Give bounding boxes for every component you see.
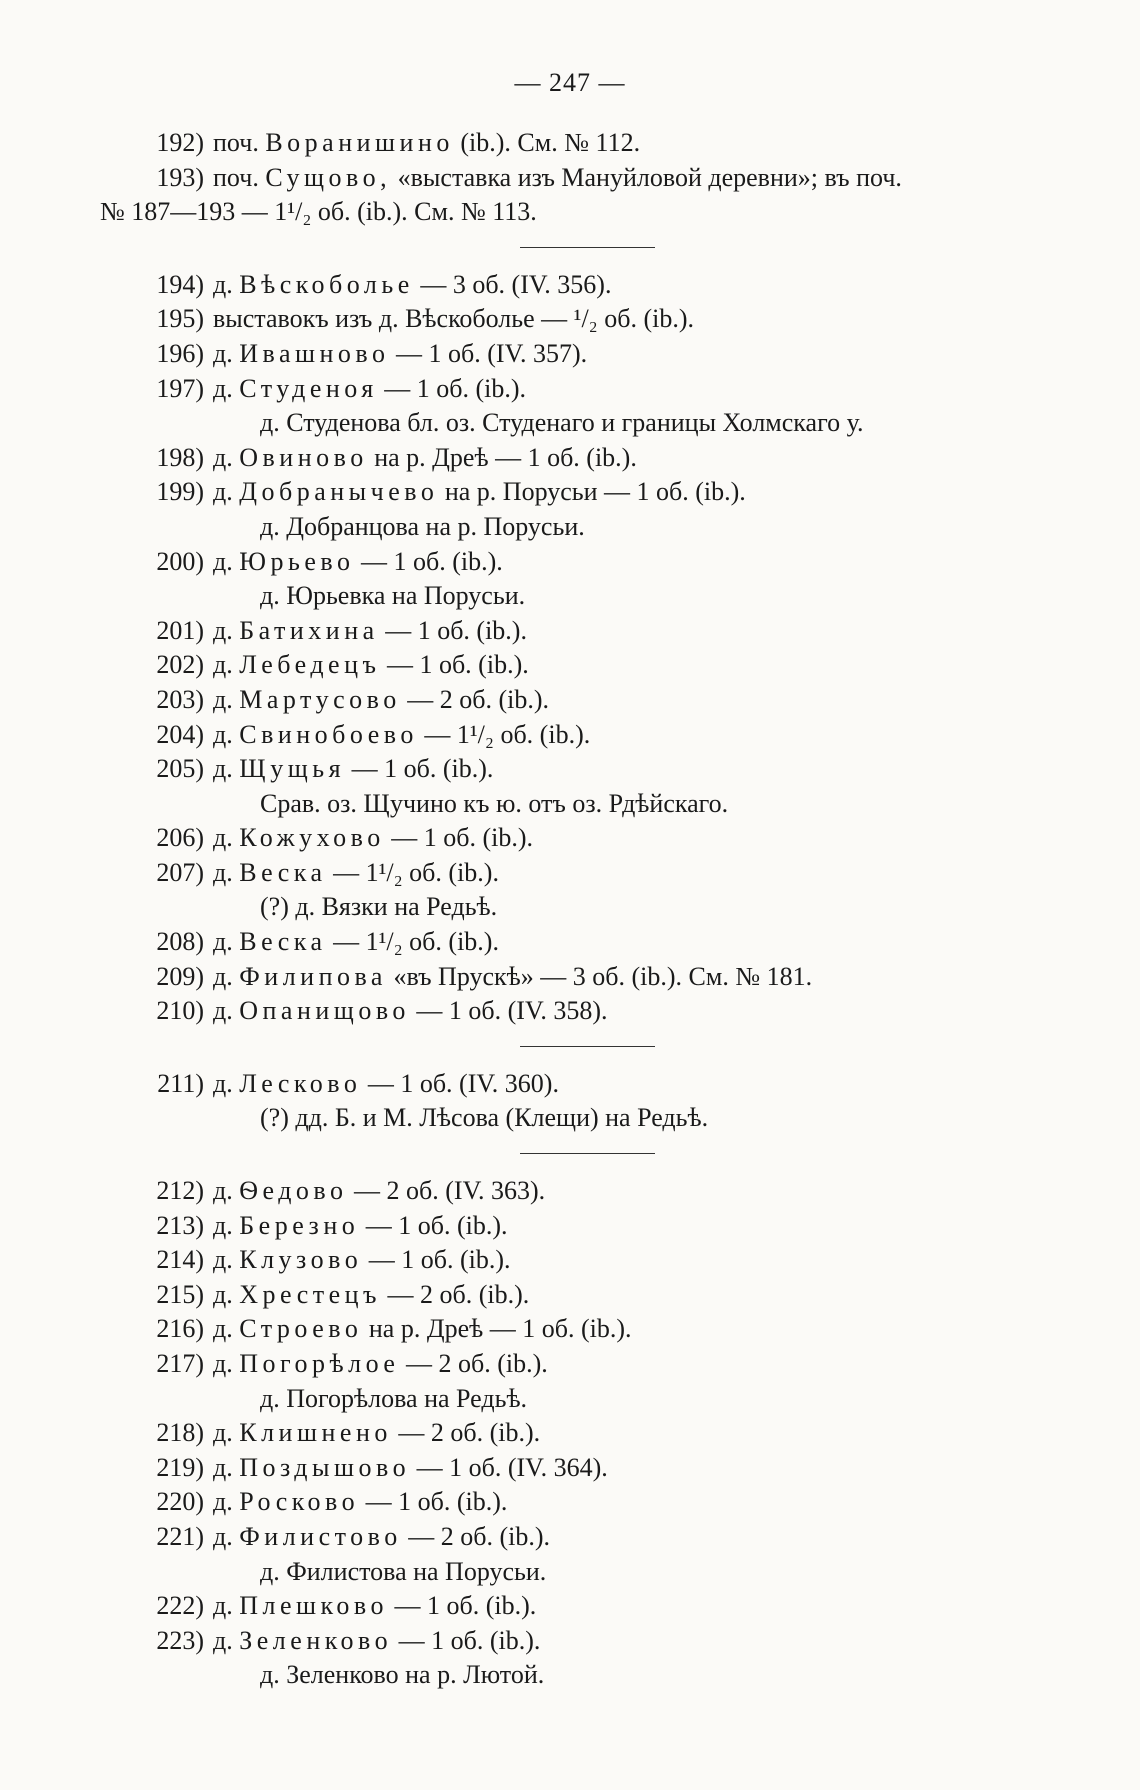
- entry-details: — 1 об. (IV. 364).: [416, 1452, 608, 1482]
- entry-number: 216): [156, 1314, 204, 1344]
- entry-text: [213, 1174, 545, 1209]
- place-name: Поздышово: [239, 1452, 411, 1482]
- entry-row: [0, 1589, 1140, 1624]
- place-name: Лесково: [239, 1068, 362, 1098]
- entry-row: [0, 1243, 1140, 1278]
- entry-number: 217): [156, 1349, 204, 1378]
- entry-prefix: д.: [213, 754, 233, 784]
- place-name: Сущово,: [265, 162, 392, 192]
- entry-number: 195): [156, 304, 204, 334]
- entry-number: 200): [156, 546, 204, 576]
- entry-row: [0, 1209, 1140, 1244]
- continuation-text: № 187—193 — 1¹/₂ об. (ib.). См. № 113.: [100, 197, 537, 227]
- entry-details: — 1 об. (ib.).: [365, 1210, 508, 1240]
- entry-number: 222): [156, 1591, 204, 1621]
- entry-row: [0, 1520, 1140, 1555]
- entry-row: [0, 856, 1140, 891]
- place-name: Студеноя: [239, 373, 378, 403]
- entry-row: [0, 614, 1140, 649]
- note-text: д. Юрьевка на Порусьи.: [260, 581, 526, 611]
- entry-row: [0, 441, 1140, 476]
- entry-number: 204): [156, 719, 204, 749]
- entry-number: 206): [156, 823, 204, 853]
- page-number: — 247 —: [514, 68, 626, 97]
- place-name: Юрьево: [239, 546, 355, 576]
- note-text: д. Добранцова на р. Порусьи.: [260, 511, 585, 541]
- entry-details: — 1¹/₂ об. (ib.).: [424, 719, 591, 749]
- entry-note: [0, 510, 1140, 545]
- entry-details: — 1 об. (ib.).: [365, 1487, 508, 1517]
- entry-text: [213, 475, 746, 510]
- entry-text: [213, 718, 590, 753]
- entry-row: [0, 1312, 1140, 1347]
- entry-details: — 2 об. (ib.).: [405, 1349, 548, 1378]
- entry-details: — 1 об. (ib.).: [360, 546, 503, 576]
- entry-prefix: выставокъ изъ д.: [213, 304, 399, 334]
- entry-details: — 2 об. (ib.).: [398, 1418, 541, 1448]
- note-text: д. Студенова бл. оз. Студенаго и границы Холмскаго у.: [260, 408, 864, 438]
- entry-number: 202): [156, 650, 204, 680]
- entry-prefix: д.: [213, 650, 233, 680]
- entry-number: 213): [156, 1210, 204, 1240]
- entry-row: [0, 821, 1140, 856]
- entry-details: — 1 об. (ib.).: [386, 650, 529, 680]
- entry-details: — 1 об. (ib.).: [368, 1245, 511, 1275]
- entry-prefix: д.: [213, 477, 233, 507]
- entry-row: [0, 1624, 1140, 1659]
- entry-number: 221): [156, 1521, 204, 1551]
- entry-prefix: д.: [213, 1521, 233, 1551]
- entry-row: [0, 1416, 1140, 1451]
- place-name: Свинобоево: [239, 719, 418, 749]
- entry-number: 199): [156, 477, 204, 507]
- entry-details: «выставка изъ Мануйловой деревни»; въ поч.: [397, 162, 902, 192]
- entry-prefix: д.: [213, 338, 233, 368]
- entry-details: — 2 об. (ib.).: [387, 1279, 530, 1309]
- place-name: Клишнено: [239, 1418, 392, 1448]
- place-name: Щущья: [239, 754, 346, 784]
- entry-prefix: д.: [213, 1418, 233, 1448]
- place-name: Мартусово: [239, 684, 401, 714]
- entry-number: 201): [156, 615, 204, 645]
- entry-number: 214): [156, 1245, 204, 1275]
- note-text: (?) д. Вязки на Редьѣ.: [260, 892, 498, 922]
- entry-note: [0, 787, 1140, 822]
- entry-text: [213, 1416, 540, 1451]
- entry-row: [0, 372, 1140, 407]
- entry-prefix: д.: [213, 1349, 233, 1378]
- entry-number: 193): [156, 162, 204, 192]
- entry-prefix: д.: [213, 615, 233, 645]
- entry-number: 212): [156, 1176, 204, 1206]
- entry-number: 218): [156, 1418, 204, 1448]
- place-name: Хрестецъ: [239, 1279, 381, 1309]
- entry-number: 210): [156, 996, 204, 1026]
- entry-text: [213, 1624, 540, 1659]
- entry-prefix: д.: [213, 1314, 233, 1344]
- entry-details: Вѣскоболье — ¹/₂ об. (ib.).: [405, 304, 695, 334]
- divider-line: [520, 1046, 655, 1047]
- entry-prefix: д.: [213, 684, 233, 714]
- entry-details: — 1 об. (ib.).: [351, 754, 494, 784]
- place-name: Вѣскоболье: [239, 269, 414, 299]
- entry-row: [0, 475, 1140, 510]
- entry-text: [213, 1243, 511, 1278]
- entry-number: 203): [156, 684, 204, 714]
- entry-number: 209): [156, 961, 204, 991]
- entry-details: — 1¹/₂ об. (ib.).: [333, 927, 499, 957]
- entry-details: — 2 об. (ib.).: [407, 684, 549, 714]
- entry-details: — 1 об. (ib.).: [385, 615, 527, 645]
- entry-details: — 1 об. (ib.).: [398, 1625, 541, 1655]
- entry-note: [0, 579, 1140, 614]
- entry-prefix: д.: [213, 269, 233, 299]
- entry-details: (ib.). См. № 112.: [460, 128, 641, 157]
- entry-text: [213, 441, 637, 476]
- entry-row: [0, 648, 1140, 683]
- entry-details: — 1 об. (IV. 360).: [367, 1068, 559, 1098]
- entry-text: [213, 683, 549, 718]
- entry-row: [0, 1278, 1140, 1313]
- place-name: Овиново: [239, 442, 368, 472]
- entry-number: 205): [156, 754, 204, 784]
- entry-text: [213, 126, 640, 161]
- entry-row: [0, 337, 1140, 372]
- entry-prefix: д.: [213, 996, 233, 1026]
- entry-row: [0, 718, 1140, 753]
- entry-text: [213, 614, 527, 649]
- entry-row: [0, 268, 1140, 303]
- entry-note: [0, 1658, 1140, 1693]
- place-name: Опанищово: [239, 996, 410, 1026]
- entry-prefix: д.: [213, 1591, 233, 1621]
- place-name: Филипова: [239, 961, 387, 991]
- entry-row: [0, 1485, 1140, 1520]
- place-name: Росково: [239, 1487, 360, 1517]
- entry-text: [213, 648, 529, 683]
- note-text: д. Зеленково на р. Лютой.: [260, 1660, 545, 1690]
- entry-number: 196): [156, 338, 204, 368]
- entry-row: [0, 161, 1140, 196]
- place-name: Веска: [239, 927, 327, 957]
- divider-line: [520, 247, 655, 248]
- entry-number: 208): [156, 927, 204, 957]
- entry-row: [0, 925, 1140, 960]
- place-name: Ивашново: [239, 338, 390, 368]
- place-name: Ѳедово: [239, 1176, 348, 1206]
- place-name: Березно: [239, 1210, 360, 1240]
- entry-text: [213, 268, 611, 303]
- entry-prefix: д.: [213, 927, 233, 957]
- entry-text: [213, 752, 493, 787]
- entry-row: [0, 752, 1140, 787]
- note-text: (?) дд. Б. и М. Лѣсова (Клещи) на Редьѣ.: [260, 1103, 709, 1133]
- entry-row: [0, 960, 1140, 995]
- entry-prefix: д.: [213, 1245, 233, 1275]
- place-name: Батихина: [239, 615, 379, 645]
- entry-text: [213, 1067, 559, 1102]
- entry-text: [213, 545, 503, 580]
- entry-details: — 2 об. (IV. 363).: [354, 1176, 546, 1206]
- entry-row: [0, 683, 1140, 718]
- entry-details: — 1 об. (ib.).: [391, 823, 533, 853]
- entry-prefix: д.: [213, 1452, 233, 1482]
- entry-prefix: д.: [213, 546, 233, 576]
- entry-prefix: д.: [213, 719, 233, 749]
- entry-text: [213, 960, 812, 995]
- place-name: Филистово: [239, 1521, 402, 1551]
- entry-number: 219): [156, 1452, 204, 1482]
- entry-text: [213, 1589, 536, 1624]
- place-name: Плешково: [239, 1591, 388, 1621]
- entry-note: [0, 406, 1140, 441]
- entry-prefix: д.: [213, 1625, 233, 1655]
- entry-text: [213, 856, 499, 891]
- divider-line: [520, 1153, 655, 1154]
- entry-details: — 2 об. (ib.).: [408, 1521, 551, 1551]
- entry-note: [0, 1101, 1140, 1136]
- note-text: д. Погорѣлова на Редьѣ.: [260, 1383, 528, 1413]
- entry-row: [0, 1067, 1140, 1102]
- entry-prefix: д.: [213, 1487, 233, 1517]
- entry-text: [213, 1485, 507, 1520]
- entry-prefix: д.: [213, 373, 233, 403]
- entry-text: [213, 925, 499, 960]
- entry-details: — 1¹/₂ об. (ib.).: [333, 857, 499, 887]
- entry-text: [213, 821, 533, 856]
- entry-prefix: поч.: [213, 162, 259, 192]
- entry-text: [213, 1278, 529, 1313]
- entry-text: [213, 1312, 632, 1347]
- entry-prefix: д.: [213, 1068, 233, 1098]
- entry-details: — 1 об. (IV. 357).: [396, 338, 588, 368]
- entry-prefix: д.: [213, 1176, 233, 1206]
- entry-note: [0, 890, 1140, 925]
- section-divider: [0, 230, 1140, 268]
- entry-details: на р. Порусьи — 1 об. (ib.).: [444, 477, 746, 507]
- entry-number: 194): [156, 269, 204, 299]
- entry-details: — 1 об. (ib.).: [394, 1591, 537, 1621]
- entry-number: 207): [156, 857, 204, 887]
- entry-text: [213, 372, 526, 407]
- note-text: Срав. оз. Щучино къ ю. отъ оз. Рдѣйскаго.: [260, 788, 729, 818]
- place-name: Добранычево: [239, 477, 439, 507]
- entry-details: на р. Дреѣ — 1 об. (ib.).: [368, 1314, 632, 1344]
- entry-row: [0, 1174, 1140, 1209]
- entry-prefix: д.: [213, 442, 233, 472]
- entry-prefix: д.: [213, 857, 233, 887]
- entry-text: [213, 1451, 608, 1486]
- entry-number: 220): [156, 1487, 204, 1517]
- entry-text: [213, 302, 694, 337]
- section-divider: [0, 1136, 1140, 1174]
- place-name: Клузово: [239, 1245, 363, 1275]
- entry-number: 215): [156, 1279, 204, 1309]
- place-name: Веска: [239, 857, 327, 887]
- entry-row: [0, 1451, 1140, 1486]
- entry-text: [213, 337, 587, 372]
- entry-prefix: д.: [213, 823, 233, 853]
- place-name: Воранишино: [265, 128, 454, 157]
- place-name: Строево: [239, 1314, 363, 1344]
- entry-text: [213, 1209, 508, 1244]
- section-divider: [0, 1029, 1140, 1067]
- entry-list: [0, 126, 1140, 1693]
- entry-continuation: [0, 195, 1140, 230]
- entry-prefix: д.: [213, 1279, 233, 1309]
- entry-prefix: д.: [213, 1210, 233, 1240]
- entry-details: на р. Дреѣ — 1 об. (ib.).: [374, 442, 637, 472]
- entry-number: 198): [156, 442, 204, 472]
- entry-note: [0, 1382, 1140, 1417]
- entry-number: 223): [156, 1625, 204, 1655]
- place-name: Зеленково: [239, 1625, 393, 1655]
- place-name: Погорѣлое: [239, 1349, 400, 1378]
- entry-number: 197): [156, 373, 204, 403]
- entry-text: [213, 994, 608, 1029]
- entry-prefix: поч.: [213, 128, 259, 157]
- entry-details: — 3 об. (IV. 356).: [420, 269, 612, 299]
- entry-row: [0, 126, 1140, 161]
- entry-text: [213, 1347, 548, 1382]
- entry-row: [0, 302, 1140, 337]
- place-name: Кожухово: [239, 823, 385, 853]
- note-text: д. Филистова на Порусьи.: [260, 1556, 547, 1586]
- entry-details: — 1 об. (ib.).: [384, 373, 527, 403]
- entry-prefix: д.: [213, 961, 233, 991]
- entry-number: 192): [156, 128, 204, 157]
- entry-row: [0, 545, 1140, 580]
- entry-note: [0, 1555, 1140, 1590]
- entry-row: [0, 1347, 1140, 1382]
- entry-row: [0, 994, 1140, 1029]
- place-name: Лебедецъ: [239, 650, 381, 680]
- entry-number: 211): [157, 1068, 204, 1098]
- entry-details: — 1 об. (IV. 358).: [416, 996, 608, 1026]
- entry-text: [213, 1520, 550, 1555]
- entry-text: [213, 161, 902, 196]
- entry-details: «въ Прускѣ» — 3 об. (ib.). См. № 181.: [393, 961, 813, 991]
